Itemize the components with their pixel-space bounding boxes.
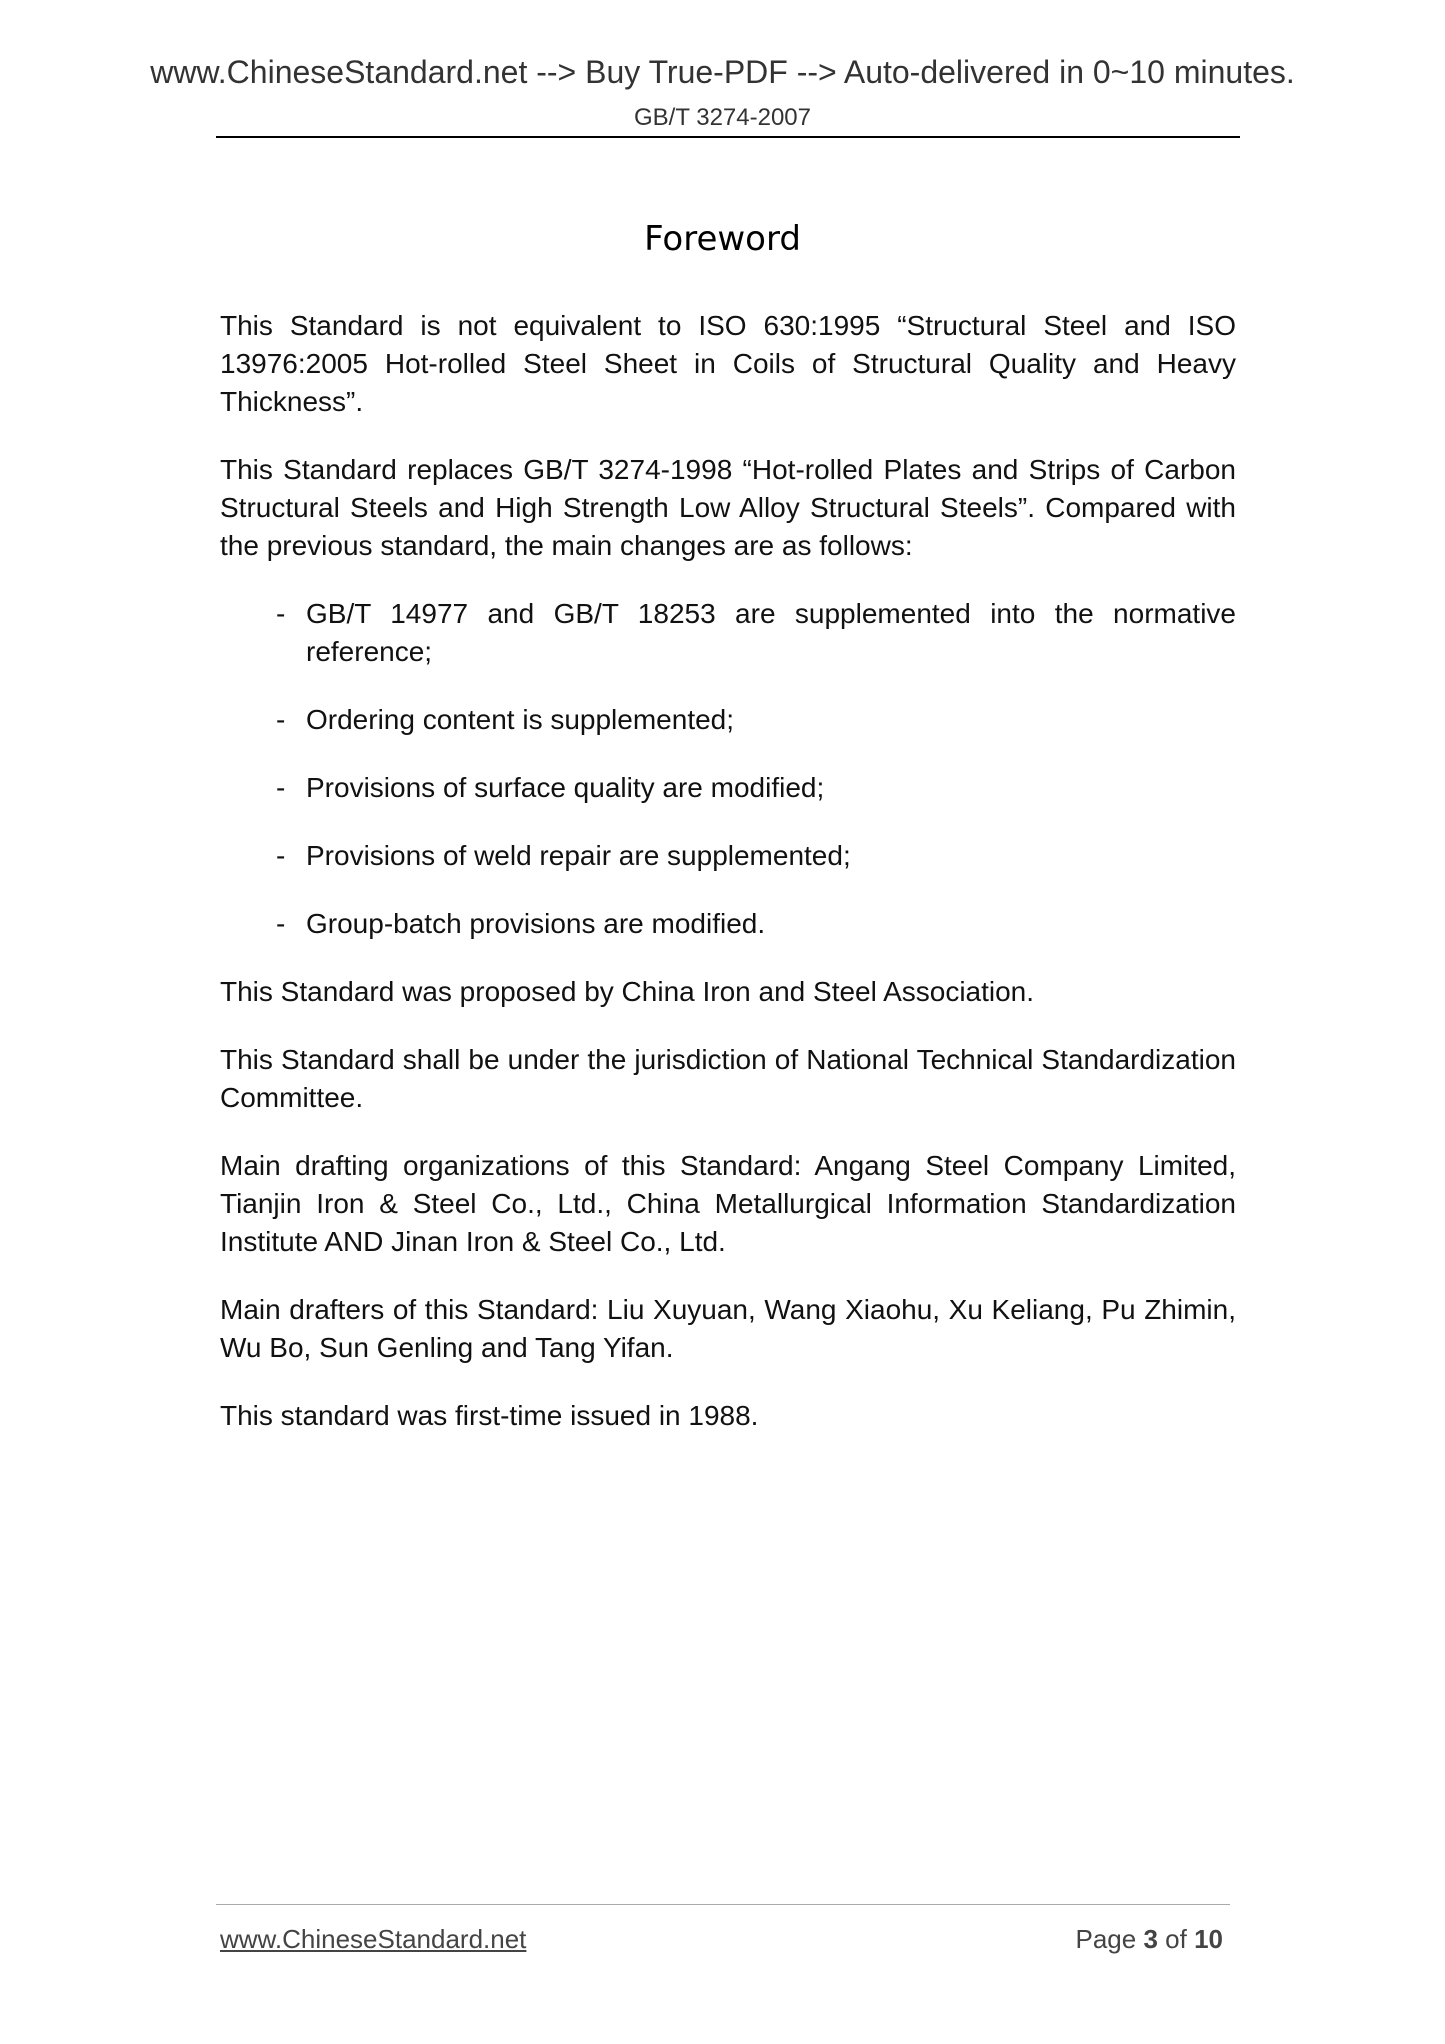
bullet-dash: - [276,772,286,803]
paragraph-replaces: This Standard replaces GB/T 3274-1998 “Hot-rolled Plates and Strips of Carbon Structural Steels and High Strength Low Alloy Structural Steels”. Compared with the previous standard, the main changes are as follows: [220,454,1236,561]
list-item [276,595,1236,671]
paragraph-drafting-organizations: Main drafting organizations of this Standard: Angang Steel Company Limited, Tianjin Iron & Steel Co., Ltd., China Metallurgical Information Standardization Institute AND Jinan Iron & Steel Co., Ltd. [220,1150,1236,1257]
list-item-text: Ordering content is supplemented; [306,704,735,735]
page-of: of [1165,1924,1187,1954]
paragraph-jurisdiction: This Standard shall be under the jurisdiction of National Technical Standardization Committee. [220,1044,1236,1113]
page-title: Foreword [644,219,801,259]
list-item [276,701,1236,739]
page-total: 10 [1194,1924,1223,1954]
paragraph-first-issued: This standard was first-time issued in 1988. [220,1400,759,1431]
page-number [1075,1926,1223,1952]
page-current: 3 [1143,1924,1158,1954]
bullet-dash: - [276,908,286,939]
paragraph-drafters: Main drafters of this Standard: Liu Xuyuan, Wang Xiaohu, Xu Keliang, Pu Zhimin, Wu Bo, Sun Genling and Tang Yifan. [220,1294,1236,1363]
foreword-body [220,307,1236,1465]
list-item-text: Provisions of surface quality are modified; [306,772,825,803]
list-item-text: Provisions of weld repair are supplemented; [306,840,851,871]
document-code: GB/T 3274-2007 [633,104,811,131]
list-item-text: GB/T 14977 and GB/T 18253 are supplemented into the normative reference; [306,598,1236,667]
page-prefix: Page [1075,1924,1137,1954]
paragraph-equivalence: This Standard is not equivalent to ISO 630:1995 “Structural Steel and ISO 13976:2005 Hot-rolled Steel Sheet in Coils of Structural Quality and Heavy Thickness”. [220,310,1236,417]
bullet-dash: - [276,704,286,735]
footer-divider [216,1904,1230,1905]
paragraph-proposed-by: This Standard was proposed by China Iron and Steel Association. [220,976,1035,1007]
list-item [276,769,1236,807]
bullet-dash: - [276,598,286,629]
bullet-dash: - [276,840,286,871]
list-item [276,837,1236,875]
footer-site-link[interactable]: www.ChineseStandard.net [220,1924,527,1954]
list-item [276,905,1236,943]
list-item-text: Group-batch provisions are modified. [306,908,766,939]
header-divider [216,136,1240,138]
site-banner: www.ChineseStandard.net --> Buy True-PDF --> Auto-delivered in 0~10 minutes. [150,54,1295,90]
